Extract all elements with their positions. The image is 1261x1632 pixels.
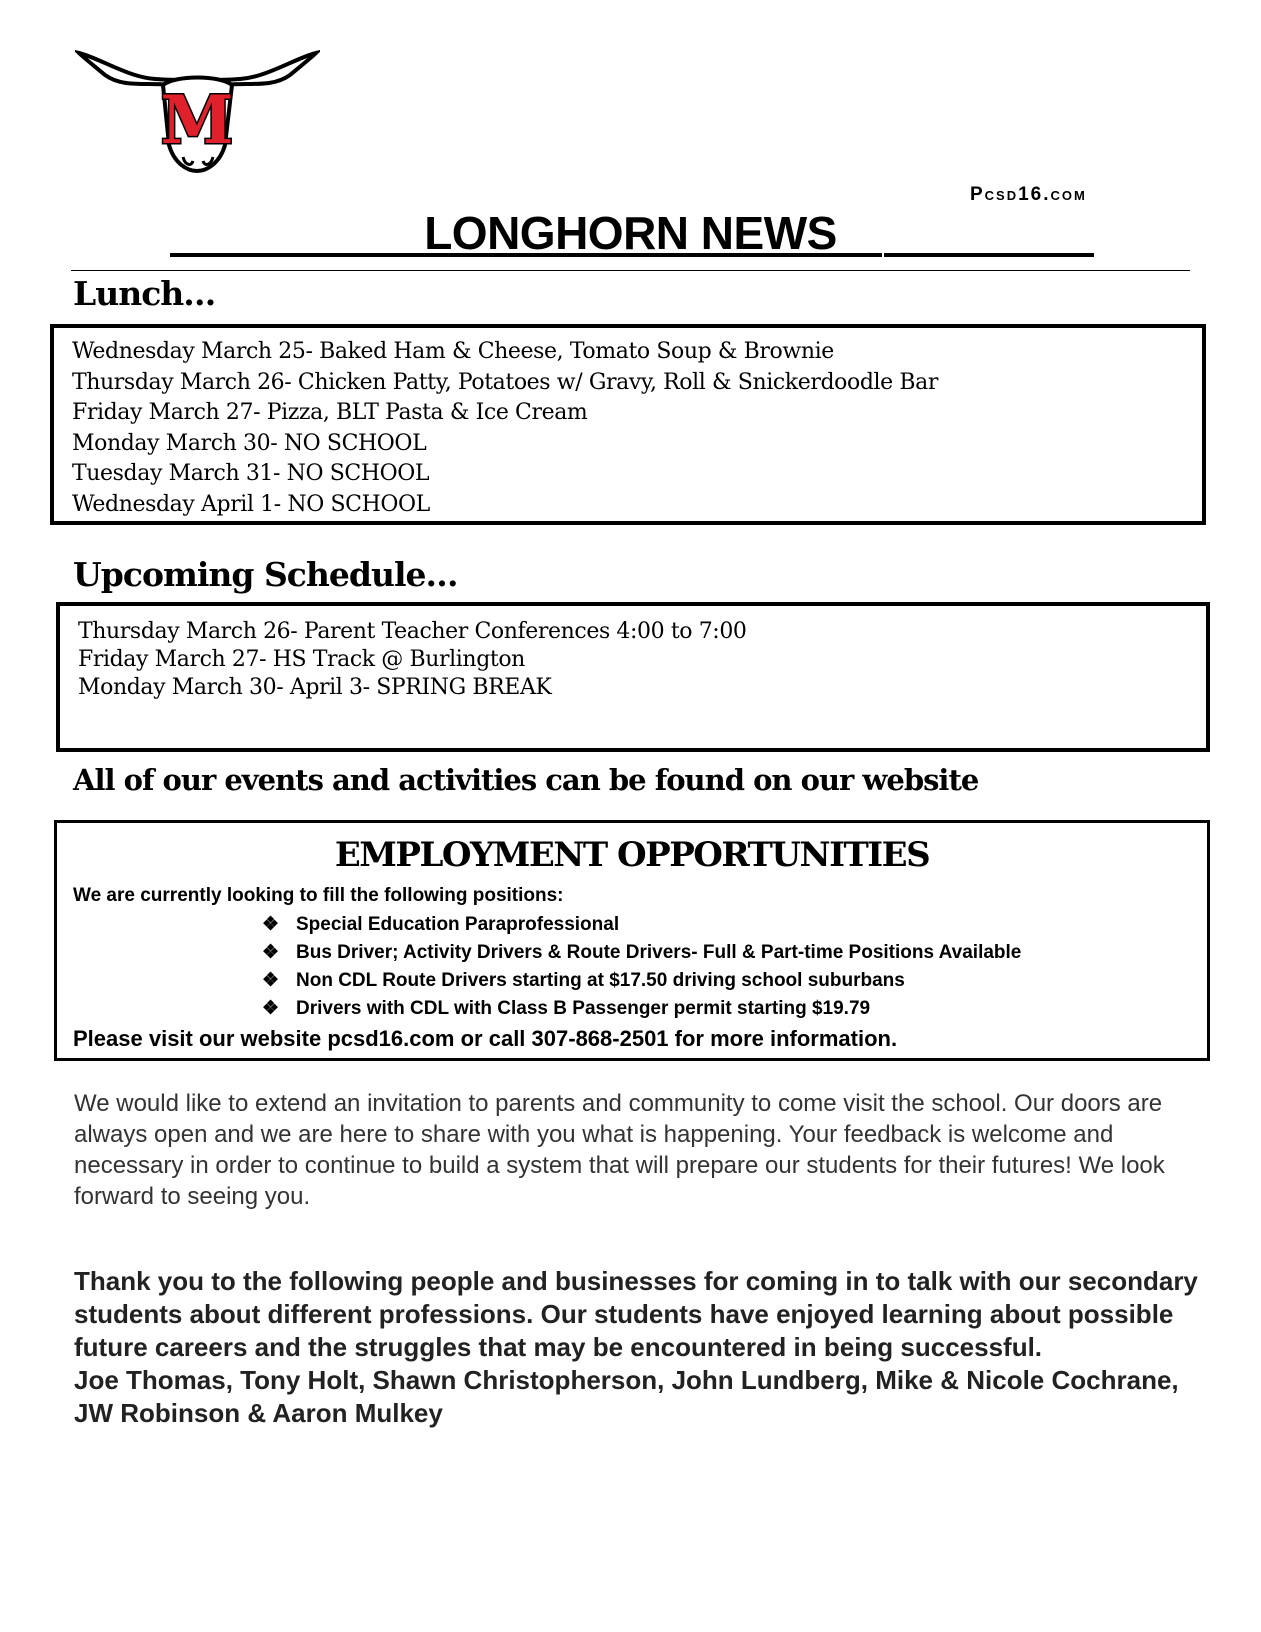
position-label: Bus Driver; Activity Drivers & Route Drivers- Full & Part-time Positions Available [296,942,1022,963]
lunch-item: Wednesday March 25- Baked Ham & Cheese, Tomato Soup & Brownie [72,339,834,364]
longhorn-logo-icon [75,45,320,180]
schedule-box [56,602,1210,752]
newsletter-title: LONGHORN NEWS [424,207,837,259]
diamond-bullet-icon: ❖ [262,998,280,1019]
position-item [262,911,1021,939]
header-divider [71,270,1190,271]
lunch-item: Wednesday April 1- NO SCHOOL [72,491,430,517]
lunch-heading: Lunch… [73,274,216,313]
invitation-paragraph: We would like to extend an invitation to parents and community to come visit the school. Our doors are always open and we are here to share with you what is happening. Your feedback is welcome and necessary in order to continue to build a system that will prepare our students for their futures! We look forward to seeing you. [74,1090,1165,1210]
employment-intro: We are currently looking to fill the following positions: [73,885,564,906]
employment-box [54,820,1210,1061]
diamond-bullet-icon: ❖ [262,914,280,935]
position-item [262,967,1021,995]
positions-list [262,911,1021,1023]
thanks-names: Joe Thomas, Tony Holt, Shawn Christopherson, John Lundberg, Mike & Nicole Cochrane, JW Robinson & Aaron Mulkey [74,1365,1179,1428]
position-label: Special Education Paraprofessional [296,914,620,935]
events-note: All of our events and activities can be found on our website [73,763,979,797]
schedule-heading: Upcoming Schedule… [73,555,458,594]
employment-contact: Please visit our website pcsd16.com or call 307-868-2501 for more information. [73,1026,898,1051]
logo-letter: M [160,81,234,159]
schedule-item: Friday March 27- HS Track @ Burlington [78,647,525,672]
lunch-item: Friday March 27- Pizza, BLT Pasta & Ice Cream [72,400,588,425]
thanks-section [74,1265,1214,1430]
lunch-item: Thursday March 26- Chicken Patty, Potatoes w/ Gravy, Roll & Snickerdoodle Bar [72,369,938,395]
position-label: Drivers with CDL with Class B Passenger permit starting $19.79 [296,998,871,1019]
employment-title: EMPLOYMENT OPPORTUNITIES [334,835,930,875]
diamond-bullet-icon: ❖ [262,970,280,991]
lunch-item: Monday March 30- NO SCHOOL [72,430,427,456]
lunch-item: Tuesday March 31- NO SCHOOL [72,461,430,486]
thanks-text: Thank you to the following people and businesses for coming in to talk with our secondary students about different professions. Our students have enjoyed learning about possible future careers and the struggles that may be encountered in being successful. [74,1266,1198,1362]
schedule-item: Monday March 30- April 3- SPRING BREAK [78,675,552,700]
position-item [262,995,1021,1023]
lunch-menu-box [50,324,1206,525]
schedule-item: Thursday March 26- Parent Teacher Conferences 4:00 to 7:00 [78,619,747,644]
position-item [262,939,1021,967]
diamond-bullet-icon: ❖ [262,942,280,963]
position-label: Non CDL Route Drivers starting at $17.50 driving school suburbans [296,970,905,991]
website-label: Pcsd16.com [970,184,1087,205]
